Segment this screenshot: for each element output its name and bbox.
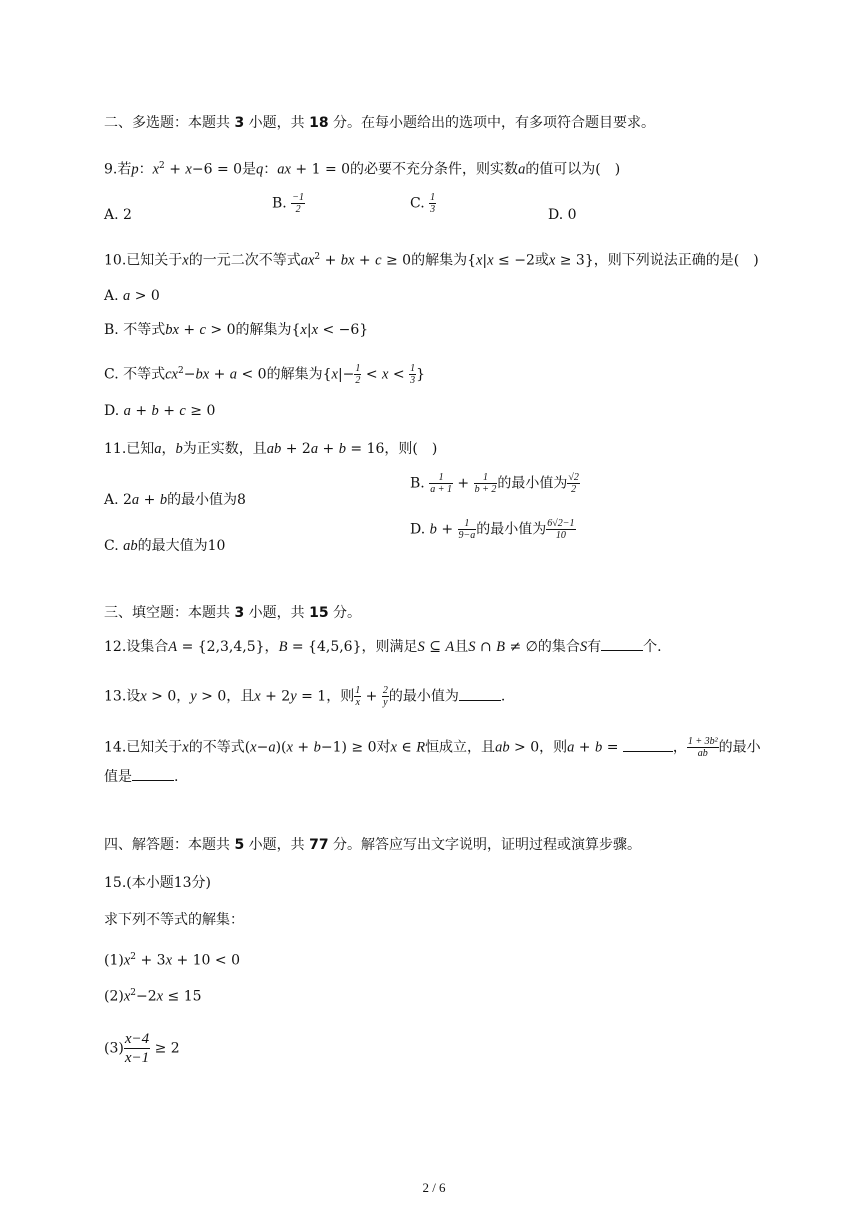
- section-heading-solutions: 四、解答题：本题共 5 小题，共 77 分。解答应写出文字说明，证明过程或演算步骤。: [104, 837, 642, 853]
- question-9: 9.若p：$x^2 + x-6 = 0$是q：ax + 1 = 0的必要不充分条件，则实数a的值可以为( ): [104, 161, 621, 178]
- section-heading-fill-in: 三、填空题：本题共 3 小题，共 15 分。: [104, 605, 362, 621]
- question-11: 11.已知a，b为正实数，且ab + 2a + b = 16，则( ): [104, 441, 438, 457]
- q9-option-b: B. $\frac{-1}{2}$: [272, 192, 304, 215]
- question-15-part-3: (3) $\frac{x-4}{x-1}$ ≥ 2: [104, 1031, 180, 1066]
- q9-option-c: C. $\frac{1}{3}$: [410, 192, 436, 215]
- q10-option-a: A. a > 0: [104, 288, 160, 304]
- q10-option-b: B. 不等式bx + c > 0的解集为{x|x < −6}: [104, 322, 369, 338]
- question-10: 10.已知关于x的一元二次不等式$ax^2$ + bx + c ≥ 0的解集为{x|x ≤ −2或x ≥ 3}，则下列说法正确的是( ): [104, 252, 759, 269]
- q11-option-b: B. $\frac{1}{a + 1}$ + $\frac{1}{b + 2}$ 的最小值为 $\frac{√2}{2}$: [410, 472, 579, 495]
- q10-option-d: D. a + b + c ≥ 0: [104, 403, 216, 419]
- q11-option-a: A. 2a + b的最小值为8: [104, 492, 246, 508]
- question-15-prompt: 求下列不等式的解集：: [104, 912, 244, 928]
- q9-option-a: A. 2: [104, 207, 132, 223]
- q11-option-c: C. ab的最大值为10: [104, 538, 226, 554]
- q10-option-c: C. 不等式$cx^2-bx + a < 0$的解集为{x|− $\frac{1}{2}$ < x < $\frac{1}{3}$ }: [104, 363, 426, 387]
- question-14-line-2: 值是 .: [104, 769, 179, 785]
- question-12: 12.设集合A = {2,3,4,5}，B = {4,5,6}，则满足S ⊆ A且S ∩ B ≠ ∅的集合S有 个.: [104, 639, 662, 655]
- question-15-part-1: $(1)x^2 + 3x + 10 < 0$: [104, 952, 240, 969]
- question-15-part-2: $(2)x^2-2x \le 15$: [104, 988, 202, 1005]
- section-heading-multiple-choice: 二、多选题：本题共 3 小题，共 18 分。在每小题给出的选项中，有多项符合题目要求。: [104, 115, 656, 131]
- q9-option-d: D. 0: [548, 207, 577, 223]
- page-number: 2 / 6: [422, 1180, 446, 1195]
- question-14-line-1: 14.已知关于x的不等式(x−a)(x + b−1) ≥ 0对x ∈ R恒成立，且ab > 0，则a + b = ， $\frac{\text{1 + 3b²}}{ab}$ 的最小: [104, 736, 761, 759]
- q11-option-d: D. b + $\frac{1}{9-a}$ 的最小值为 $\frac{6√2-1}{10}$: [410, 518, 575, 541]
- question-13: 13.设x > 0，y > 0，且x + 2y = 1，则 $\frac{1}{x}$ + $\frac{2}{y}$ 的最小值为 .: [104, 685, 506, 708]
- question-15-title: 15.(本小题13分): [104, 875, 212, 891]
